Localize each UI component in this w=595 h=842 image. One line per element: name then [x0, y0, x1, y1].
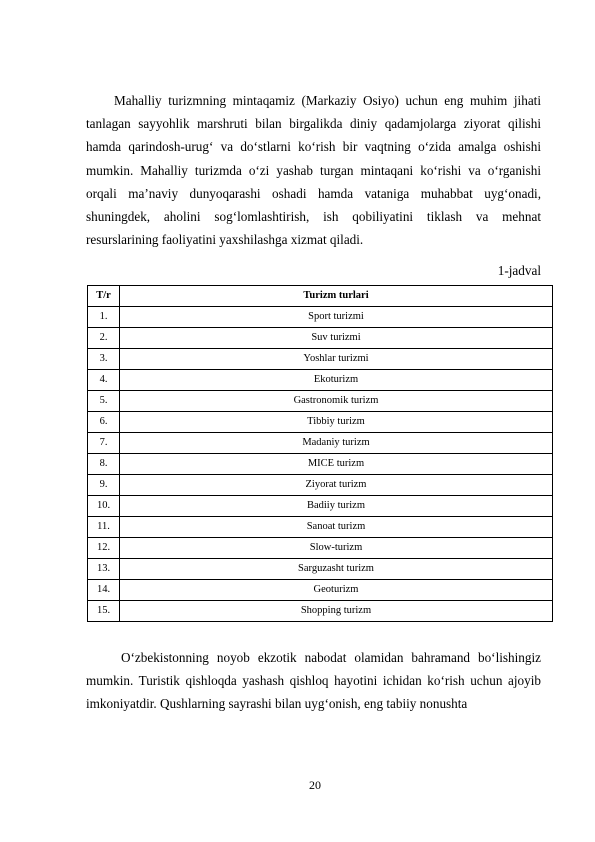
table-row — [88, 454, 553, 475]
row-tourism-type: Ekoturizm — [120, 370, 553, 391]
row-tourism-type: Suv turizmi — [120, 328, 553, 349]
row-number: 3. — [88, 349, 120, 370]
page-number: 20 — [309, 778, 321, 792]
row-tourism-type: Badiiy turizm — [120, 496, 553, 517]
row-number: 6. — [88, 412, 120, 433]
header-number: T/r — [88, 286, 120, 307]
row-tourism-type: Sport turizmi — [120, 307, 553, 328]
table-row — [88, 559, 553, 580]
row-number: 13. — [88, 559, 120, 580]
row-number: 5. — [88, 391, 120, 412]
closing-paragraph: O‘zbekistonning noyob ekzotik nabodat olamidan bahramand bo‘lishingiz mumkin. Turistik qishloqda yashash qishloq hayotini ichidan ko‘rish uchun ajoyib imkoniyatdir. Qushlarning sayrashi bilan uyg‘onish, eng tabiiy nonushta — [86, 650, 541, 712]
table-caption: 1-jadval — [497, 263, 541, 278]
row-number: 10. — [88, 496, 120, 517]
row-tourism-type: Yoshlar turizmi — [120, 349, 553, 370]
table-row — [88, 349, 553, 370]
table-row — [88, 580, 553, 601]
row-tourism-type: Gastronomik turizm — [120, 391, 553, 412]
row-tourism-type: Slow-turizm — [120, 538, 553, 559]
row-tourism-type: Shopping turizm — [120, 601, 553, 622]
row-number: 12. — [88, 538, 120, 559]
row-tourism-type: Madaniy turizm — [120, 433, 553, 454]
table-row — [88, 370, 553, 391]
row-number: 8. — [88, 454, 120, 475]
table-row — [88, 475, 553, 496]
table-row — [88, 328, 553, 349]
row-tourism-type: Ziyorat turizm — [120, 475, 553, 496]
tourism-types-table — [87, 285, 553, 622]
table-row — [88, 307, 553, 328]
row-tourism-type: Sanoat turizm — [120, 517, 553, 538]
table-row — [88, 517, 553, 538]
row-number: 11. — [88, 517, 120, 538]
intro-paragraph: Mahalliy turizmning mintaqamiz (Markaziy Osiyo) uchun eng muhim jihati tanlagan sayyohlik marshruti bilan birgalikda diniy qadamjolarga ziyorat qilishi hamda qarindosh-urug‘ va do‘stlarni ko‘rish bir vaqtning o‘zida amalga oshishi mumkin. Mahalliy turizmda o‘zi yashab turgan mintaqani ko‘rishi va o‘rganishi orqali ma’naviy dunyoqarashi oshadi hamda vataniga muhabbat uyg‘onadi, shuningdek, aholini sog‘lomlashtirish, ish qobiliyatini tiklash va mehnat resurslarining faoliyatini yaxshilashga xizmat qiladi. — [86, 93, 541, 248]
row-number: 9. — [88, 475, 120, 496]
header-tourism-types: Turizm turlari — [120, 286, 553, 307]
row-number: 14. — [88, 580, 120, 601]
table-row — [88, 412, 553, 433]
table-row — [88, 496, 553, 517]
table-header-row — [88, 286, 553, 307]
table-row — [88, 538, 553, 559]
table-row — [88, 433, 553, 454]
table-row — [88, 391, 553, 412]
row-number: 2. — [88, 328, 120, 349]
row-number: 1. — [88, 307, 120, 328]
row-number: 15. — [88, 601, 120, 622]
row-number: 4. — [88, 370, 120, 391]
row-tourism-type: MICE turizm — [120, 454, 553, 475]
row-tourism-type: Sarguzasht turizm — [120, 559, 553, 580]
row-number: 7. — [88, 433, 120, 454]
row-tourism-type: Geoturizm — [120, 580, 553, 601]
table-row — [88, 601, 553, 622]
row-tourism-type: Tibbiy turizm — [120, 412, 553, 433]
